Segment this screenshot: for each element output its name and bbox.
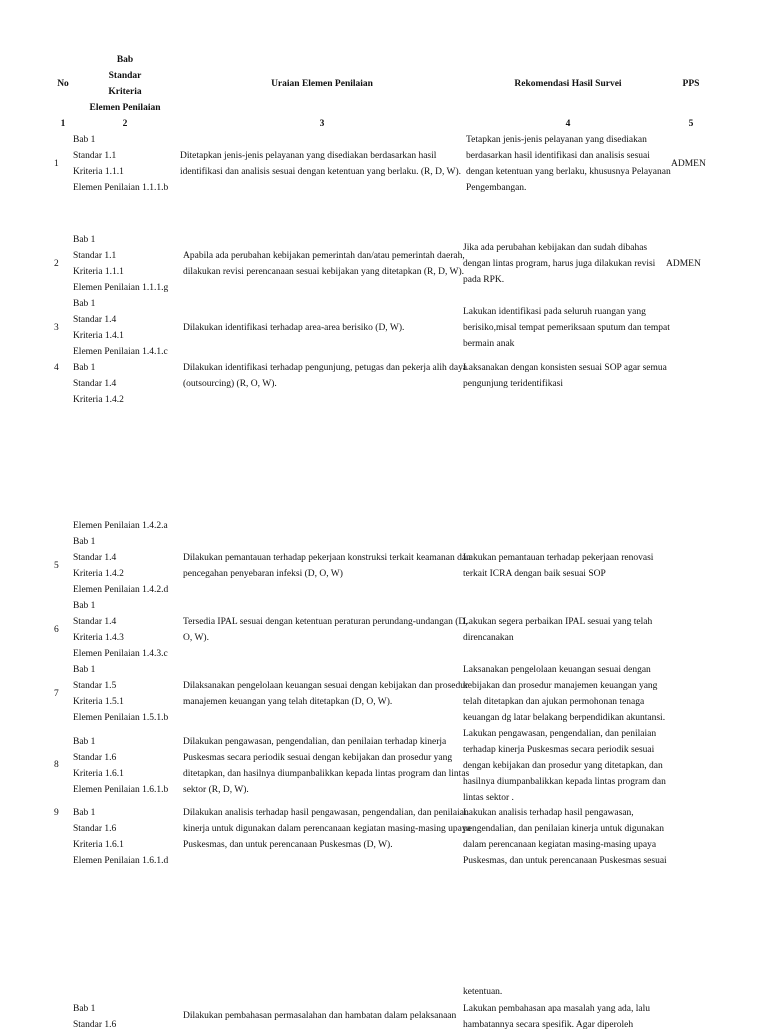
- header-elemen: Elemen Penilaian: [89, 103, 161, 113]
- ref-line: Standar 1.6: [73, 753, 117, 763]
- row-1-no: 1: [54, 159, 59, 169]
- header-standar: Standar: [108, 71, 142, 81]
- row-1-pps: ADMEN: [671, 159, 706, 169]
- uraian-line: ditetapkan, dan hasilnya diumpanbalikkan kepada lintas program dan lintas: [183, 769, 470, 779]
- uraian-line: Dilakukan pemantauan terhadap pekerjaan konstruksi terkait keamanan dan: [183, 553, 471, 563]
- ref-line: Kriteria 1.4.2: [73, 569, 124, 579]
- rekom-line: pengendalian, dan penilaian kinerja untuk digunakan: [463, 824, 665, 834]
- row-9-no: 9: [54, 808, 59, 818]
- ref-line: Elemen Penilaian 1.5.1.b: [73, 713, 169, 723]
- rekom-line: Lakukan segera perbaikan IPAL sesuai yang telah: [463, 617, 653, 627]
- ref-line: Kriteria 1.5.1: [73, 697, 124, 707]
- row-7-no: 7: [54, 689, 59, 699]
- rekom-line: Laksanakan pengelolaan keuangan sesuai dengan: [463, 665, 651, 675]
- ref-line: Bab 1: [73, 363, 96, 373]
- ref-line: Standar 1.6: [73, 824, 117, 834]
- rekom-line: bermain anak: [463, 339, 515, 349]
- row-8-rekomendasi: [463, 726, 666, 806]
- ref-line: Bab 1: [73, 537, 96, 547]
- uraian-line: Dilakukan pengawasan, pengendalian, dan penilaian terhadap kinerja: [183, 737, 447, 747]
- ref-line: Elemen Penilaian 1.4.3.c: [73, 649, 168, 659]
- ref-line: Bab 1: [73, 665, 96, 675]
- uraian-line: (outsourcing) (R, O, W).: [183, 379, 277, 389]
- row-9-rekomendasi-continued: ketentuan.: [463, 987, 503, 997]
- row-4-reference-continued: Elemen Penilaian 1.4.2.a: [73, 521, 168, 531]
- rekom-line: berdasarkan hasil identifikasi dan analisis sesuai: [466, 151, 650, 161]
- rekom-line: berisiko,misal tempat pemeriksaan sputum dan tempat: [463, 323, 670, 333]
- row-2-no: 2: [54, 259, 59, 269]
- row-4-rekomendasi: [463, 360, 667, 392]
- row-7-reference: [73, 662, 168, 726]
- uraian-line: kinerja untuk digunakan dalam perencanaan kegiatan masing-masing upaya: [183, 824, 471, 834]
- rekom-line: Lakukan pemantauan terhadap pekerjaan renovasi: [463, 553, 654, 563]
- row-6-uraian: [183, 614, 468, 646]
- row-1-rekomendasi: [466, 132, 671, 196]
- rekom-line: Lakukan identifikasi pada seluruh ruangan yang: [463, 307, 646, 317]
- header-num-4: 4: [565, 119, 571, 129]
- rekom-line: terkait ICRA dengan baik sesuai SOP: [463, 569, 606, 579]
- row-8-uraian: [183, 734, 469, 798]
- ref-line: Kriteria 1.1.1: [73, 167, 124, 177]
- ref-line: Elemen Penilaian 1.1.1.g: [73, 283, 169, 293]
- ref-line: Elemen Penilaian 1.6.1.d: [73, 856, 169, 866]
- row-6-reference: [73, 598, 168, 662]
- header-num-3: 3: [319, 119, 325, 129]
- uraian-line: sektor (R, D, W).: [183, 785, 249, 795]
- row-4-reference: [73, 360, 124, 408]
- row-2-pps: ADMEN: [666, 259, 701, 269]
- uraian-line: Dilakukan identifikasi terhadap area-area berisiko (D, W).: [183, 323, 405, 333]
- header-no: No: [57, 79, 69, 89]
- ref-line: Standar 1.4: [73, 315, 117, 325]
- rekom-line: Lakukan analisis terhadap hasil pengawasan,: [463, 808, 634, 818]
- header-bab: Bab: [116, 55, 134, 65]
- row-10-rekomendasi: [463, 1001, 650, 1033]
- row-3-no: 3: [54, 323, 59, 333]
- rekom-line: Pengembangan.: [466, 183, 527, 193]
- uraian-line: pencegahan penyebaran infeksi (D, O, W): [183, 569, 343, 579]
- rekom-line: Lakukan pengawasan, pengendalian, dan penilaian: [463, 729, 657, 739]
- rekom-line: Tetapkan jenis-jenis pelayanan yang disediakan: [466, 135, 647, 145]
- rekom-line: kebijakan dan prosedur manajemen keuangan yang: [463, 681, 658, 691]
- row-7-uraian: [183, 678, 468, 710]
- row-5-no: 5: [54, 561, 59, 571]
- rekom-line: Puskesmas, dan untuk perencanaan Puskesmas sesuai: [463, 856, 667, 866]
- header-num-2: 2: [122, 119, 128, 129]
- header-uraian: Uraian Elemen Penilaian: [271, 79, 373, 89]
- rekom-line: dengan lintas program, harus juga dilakukan revisi: [463, 259, 656, 269]
- ref-line: Elemen Penilaian 1.1.1.b: [73, 183, 169, 193]
- rekom-line: keuangan dg latar belakang berpendidikan akuntansi.: [463, 713, 666, 723]
- ref-line: Elemen Penilaian 1.6.1.b: [73, 785, 169, 795]
- ref-line: Standar 1.6: [73, 1020, 117, 1030]
- row-9-uraian: [183, 805, 471, 853]
- ref-line: Standar 1.4: [73, 379, 117, 389]
- header-num-1: 1: [60, 119, 66, 129]
- rekom-line: terhadap kinerja Puskesmas secara periodik sesuai: [463, 745, 655, 755]
- rekom-line: hambatannya secara spesifik. Agar diperoleh: [463, 1020, 634, 1030]
- ref-line: Bab 1: [73, 808, 96, 818]
- rekom-line: direncanakan: [463, 633, 514, 643]
- row-4-uraian: [183, 360, 467, 392]
- row-2-reference: [73, 232, 168, 296]
- header-rekomendasi: Rekomendasi Hasil Survei: [514, 79, 622, 89]
- ref-line: Kriteria 1.4.3: [73, 633, 124, 643]
- ref-line: Standar 1.1: [73, 251, 117, 261]
- row-1-uraian: [180, 148, 461, 180]
- uraian-line: dilakukan revisi perencanaan sesuai kebijakan yang ditetapkan (R, D, W).: [183, 267, 465, 277]
- rekom-line: Lakukan pembahasan apa masalah yang ada, lalu: [463, 1004, 651, 1014]
- ref-line: Standar 1.1: [73, 151, 117, 161]
- uraian-line: Tersedia IPAL sesuai dengan ketentuan peraturan perundang-undangan (D,: [183, 617, 468, 627]
- ref-line: Elemen Penilaian 1.4.1.c: [73, 347, 168, 357]
- ref-line: Bab 1: [73, 737, 96, 747]
- ref-line: Bab 1: [73, 1004, 96, 1014]
- row-9-rekomendasi: [463, 805, 667, 869]
- ref-line: Standar 1.4: [73, 617, 117, 627]
- ref-line: Standar 1.4: [73, 553, 117, 563]
- row-9-reference: [73, 805, 168, 869]
- row-7-rekomendasi: [463, 662, 665, 726]
- ref-line: Bab 1: [73, 299, 96, 309]
- row-5-reference: [73, 534, 168, 598]
- uraian-line: Dilakukan analisis terhadap hasil pengawasan, pengendalian, dan penilaian: [183, 808, 469, 818]
- rekom-line: pengunjung teridentifikasi: [463, 379, 563, 389]
- uraian-line: identifikasi dan analisis sesuai dengan ketentuan yang berlaku. (R, D, W).: [180, 167, 462, 177]
- ref-line: Kriteria 1.6.1: [73, 769, 124, 779]
- row-2-rekomendasi: [463, 240, 655, 288]
- rekom-line: pada RPK.: [463, 275, 505, 285]
- row-4-no: 4: [54, 363, 59, 373]
- row-2-uraian: [183, 248, 465, 280]
- row-8-no: 8: [54, 760, 59, 770]
- row-3-uraian: [183, 320, 404, 336]
- rekom-line: hasilnya diumpanbalikkan kepada lintas program dan: [463, 777, 666, 787]
- row-5-rekomendasi: [463, 550, 653, 582]
- ref-line: Kriteria 1.4.1: [73, 331, 124, 341]
- rekom-line: telah ditetapkan dan ajukan permohonan tenaga: [463, 697, 645, 707]
- uraian-line: Dilakukan pembahasan permasalahan dan hambatan dalam pelaksanaan: [183, 1011, 457, 1021]
- ref-line: Kriteria 1.4.2: [73, 395, 124, 405]
- ref-line: Bab 1: [73, 601, 96, 611]
- ref-line: Bab 1: [73, 135, 96, 145]
- row-3-reference: [73, 296, 168, 360]
- row-10-uraian: [183, 1008, 456, 1024]
- ref-line: Bab 1: [73, 235, 96, 245]
- ref-line: Elemen Penilaian 1.4.2.d: [73, 585, 169, 595]
- row-6-no: 6: [54, 625, 59, 635]
- uraian-line: Ditetapkan jenis-jenis pelayanan yang disediakan berdasarkan hasil: [180, 151, 437, 161]
- rekom-line: Laksanakan dengan konsisten sesuai SOP agar semua: [463, 363, 667, 373]
- rekom-line: dengan kebijakan dan prosedur yang ditetapkan, dan: [463, 761, 663, 771]
- ref-line: Kriteria 1.1.1: [73, 267, 124, 277]
- rekom-line: dalam perencanaan kegiatan masing-masing upaya: [463, 840, 657, 850]
- row-6-rekomendasi: [463, 614, 652, 646]
- header-pps: PPS: [682, 79, 700, 89]
- uraian-line: Dilakukan identifikasi terhadap pengunjung, petugas dan pekerja alih daya: [183, 363, 468, 373]
- row-10-reference: [73, 1001, 116, 1033]
- ref-line: Kriteria 1.6.1: [73, 840, 124, 850]
- uraian-line: Apabila ada perubahan kebijakan pemerintah dan/atau pemerintah daerah,: [183, 251, 465, 261]
- rekom-line: Jika ada perubahan kebijakan dan sudah dibahas: [463, 243, 648, 253]
- row-3-rekomendasi: [463, 304, 670, 352]
- uraian-line: O, W).: [183, 633, 209, 643]
- uraian-line: Puskesmas secara periodik sesuai dengan kebijakan dan prosedur yang: [183, 753, 453, 763]
- header-reference: [80, 52, 170, 116]
- uraian-line: Dilaksanakan pengelolaan keuangan sesuai dengan kebijakan dan prosedur: [183, 681, 469, 691]
- header-kriteria: Kriteria: [108, 87, 142, 97]
- uraian-line: Puskesmas, dan untuk perencanaan Puskesmas (D, W).: [183, 840, 393, 850]
- ref-line: Standar 1.5: [73, 681, 117, 691]
- row-5-uraian: [183, 550, 471, 582]
- rekom-line: dengan ketentuan yang berlaku, khususnya Pelayanan: [466, 167, 671, 177]
- uraian-line: manajemen keuangan yang telah ditetapkan (D, O, W).: [183, 697, 393, 707]
- row-8-reference: [73, 734, 168, 798]
- header-num-5: 5: [688, 119, 694, 129]
- row-1-reference: [73, 132, 168, 196]
- rekom-line: lintas sektor .: [463, 793, 514, 803]
